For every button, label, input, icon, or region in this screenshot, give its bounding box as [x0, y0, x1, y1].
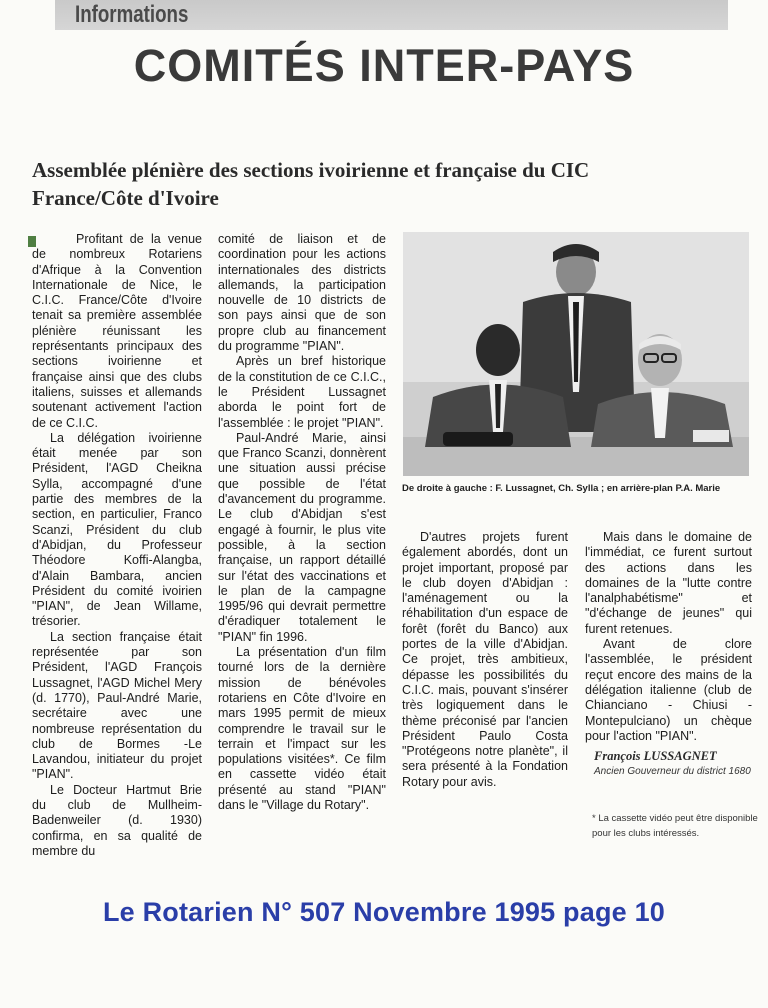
paragraph: La délégation ivoirienne était menée par son Président, l'AGD Cheikna Sylla, accompagné d'une partie des membres de la section, en particulier, Franco Scanzi, Président du club d'Abidjan, du Professeur Théodore Koffi-Alangba, d'Alain Bambara, ancien Président du comité ivoirien "PIAN", de Jean Willame, trésorier.	[32, 430, 202, 629]
article-column-2	[218, 232, 386, 813]
paragraph: comité de liaison et de coordination pour les actions internationales des districts allemands, la participation nouvelle de 10 districts de son pays ainsi que de son propre club au financement du programme "PIAN".	[218, 232, 386, 354]
article-column-1	[32, 232, 202, 859]
article-subtitle: Assemblée plénière des sections ivoirienne et française du CIC France/Côte d'Ivoire	[32, 158, 590, 210]
paragraph: Profitant de la venue de nombreux Rotariens d'Afrique à la Convention Internationale de Nice, le C.I.C. France/Côte d'Ivoire tenait sa première assemblée plénière réunissant les représentants principaux des sections ivoirienne et française ainsi que des clubs italiens, suisses et allemands soutenant activement l'action de ce C.I.C.	[32, 232, 202, 430]
paragraph: La présentation d'un film tourné lors de la dernière mission de bénévoles rotariens en Côte d'Ivoire en mars 1995 permit de mieux comprendre le travail sur le terrain et l'impact sur les populations visitées*. Ce film en cassette vidéo était présenté au stand "PIAN" dans le "Village du Rotary".	[218, 645, 386, 812]
paragraph: Après un bref historique de la constitution de ce C.I.C., le Président Lussagnet aborda le point fort de l'assemblée : le projet "PIAN".	[218, 354, 386, 430]
article-column-3	[402, 530, 568, 790]
section-label: Informations	[75, 1, 189, 28]
author-role: Ancien Gouverneur du district 1680	[594, 766, 751, 777]
paragraph: La section française était représentée par son Président, l'AGD François Lussagnet, l'AGD Michel Mery (d. 1770), Paul-André Marie, secrétaire avec une nombreuse représentation du club de Bormes -Le Lavandou, initiateur du projet "PIAN".	[32, 629, 202, 782]
article-photo	[403, 232, 749, 476]
publication-footer: Le Rotarien N° 507 Novembre 1995 page 10	[102, 897, 666, 927]
paragraph: D'autres projets furent également abordés, dont un projet important, proposé par le club doyen d'Abidjan : l'aménagement ou la réhabilitation d'un espace de forêt (forêt du Banco) aux portes de la ville d'Abidjan. Ce projet, très ambitieux, dépasse les possibilités du C.I.C. mais, pouvant s'insérer très logiquement dans le thème préconisé par l'ancien Président Paulo Costa "Protégeons notre planète", il sera présenté à la Fondation Rotary pour avis.	[402, 530, 568, 789]
paragraph: Mais dans le domaine de l'immédiat, ce furent surtout des actions dans les domaines de la "lutte contre l'analphabétisme" et "d'échange de jeunes" qui furent retenues.	[585, 530, 752, 636]
footnote: * La cassette vidéo peut être disponible pour les clubs intéressés.	[592, 813, 758, 839]
author-name: François LUSSAGNET	[594, 749, 717, 763]
paragraph: Paul-André Marie, ainsi que Franco Scanzi, donnèrent une situation aussi précise que possible de l'état d'avancement du programme. Le club d'Abidjan s'est engagé à fournir, le plus vite possible, à la section française, un rapport détaillé sur l'état des vaccinations et le plan de la campagne 1995/96 qui devrait permettre d'éradiquer totalement le "PIAN" fin 1996.	[218, 430, 386, 644]
paragraph: Le Docteur Hartmut Brie du club de Mullheim-Badenweiler (d. 1930) confirma, en sa qualité de membre du	[32, 782, 202, 858]
article-column-4	[585, 530, 752, 744]
page-title: COMITÉS INTER-PAYS	[133, 40, 635, 91]
photo-caption: De droite à gauche : F. Lussagnet, Ch. Sylla ; en arrière-plan P.A. Marie	[402, 483, 721, 494]
photo-illustration	[403, 232, 749, 476]
paragraph: Avant de clore l'assemblée, le président reçut encore des mains de la délégation italienne (club de Chianciano - Chiusi - Montepulciano) un chèque pour l'action "PIAN".	[585, 637, 752, 743]
